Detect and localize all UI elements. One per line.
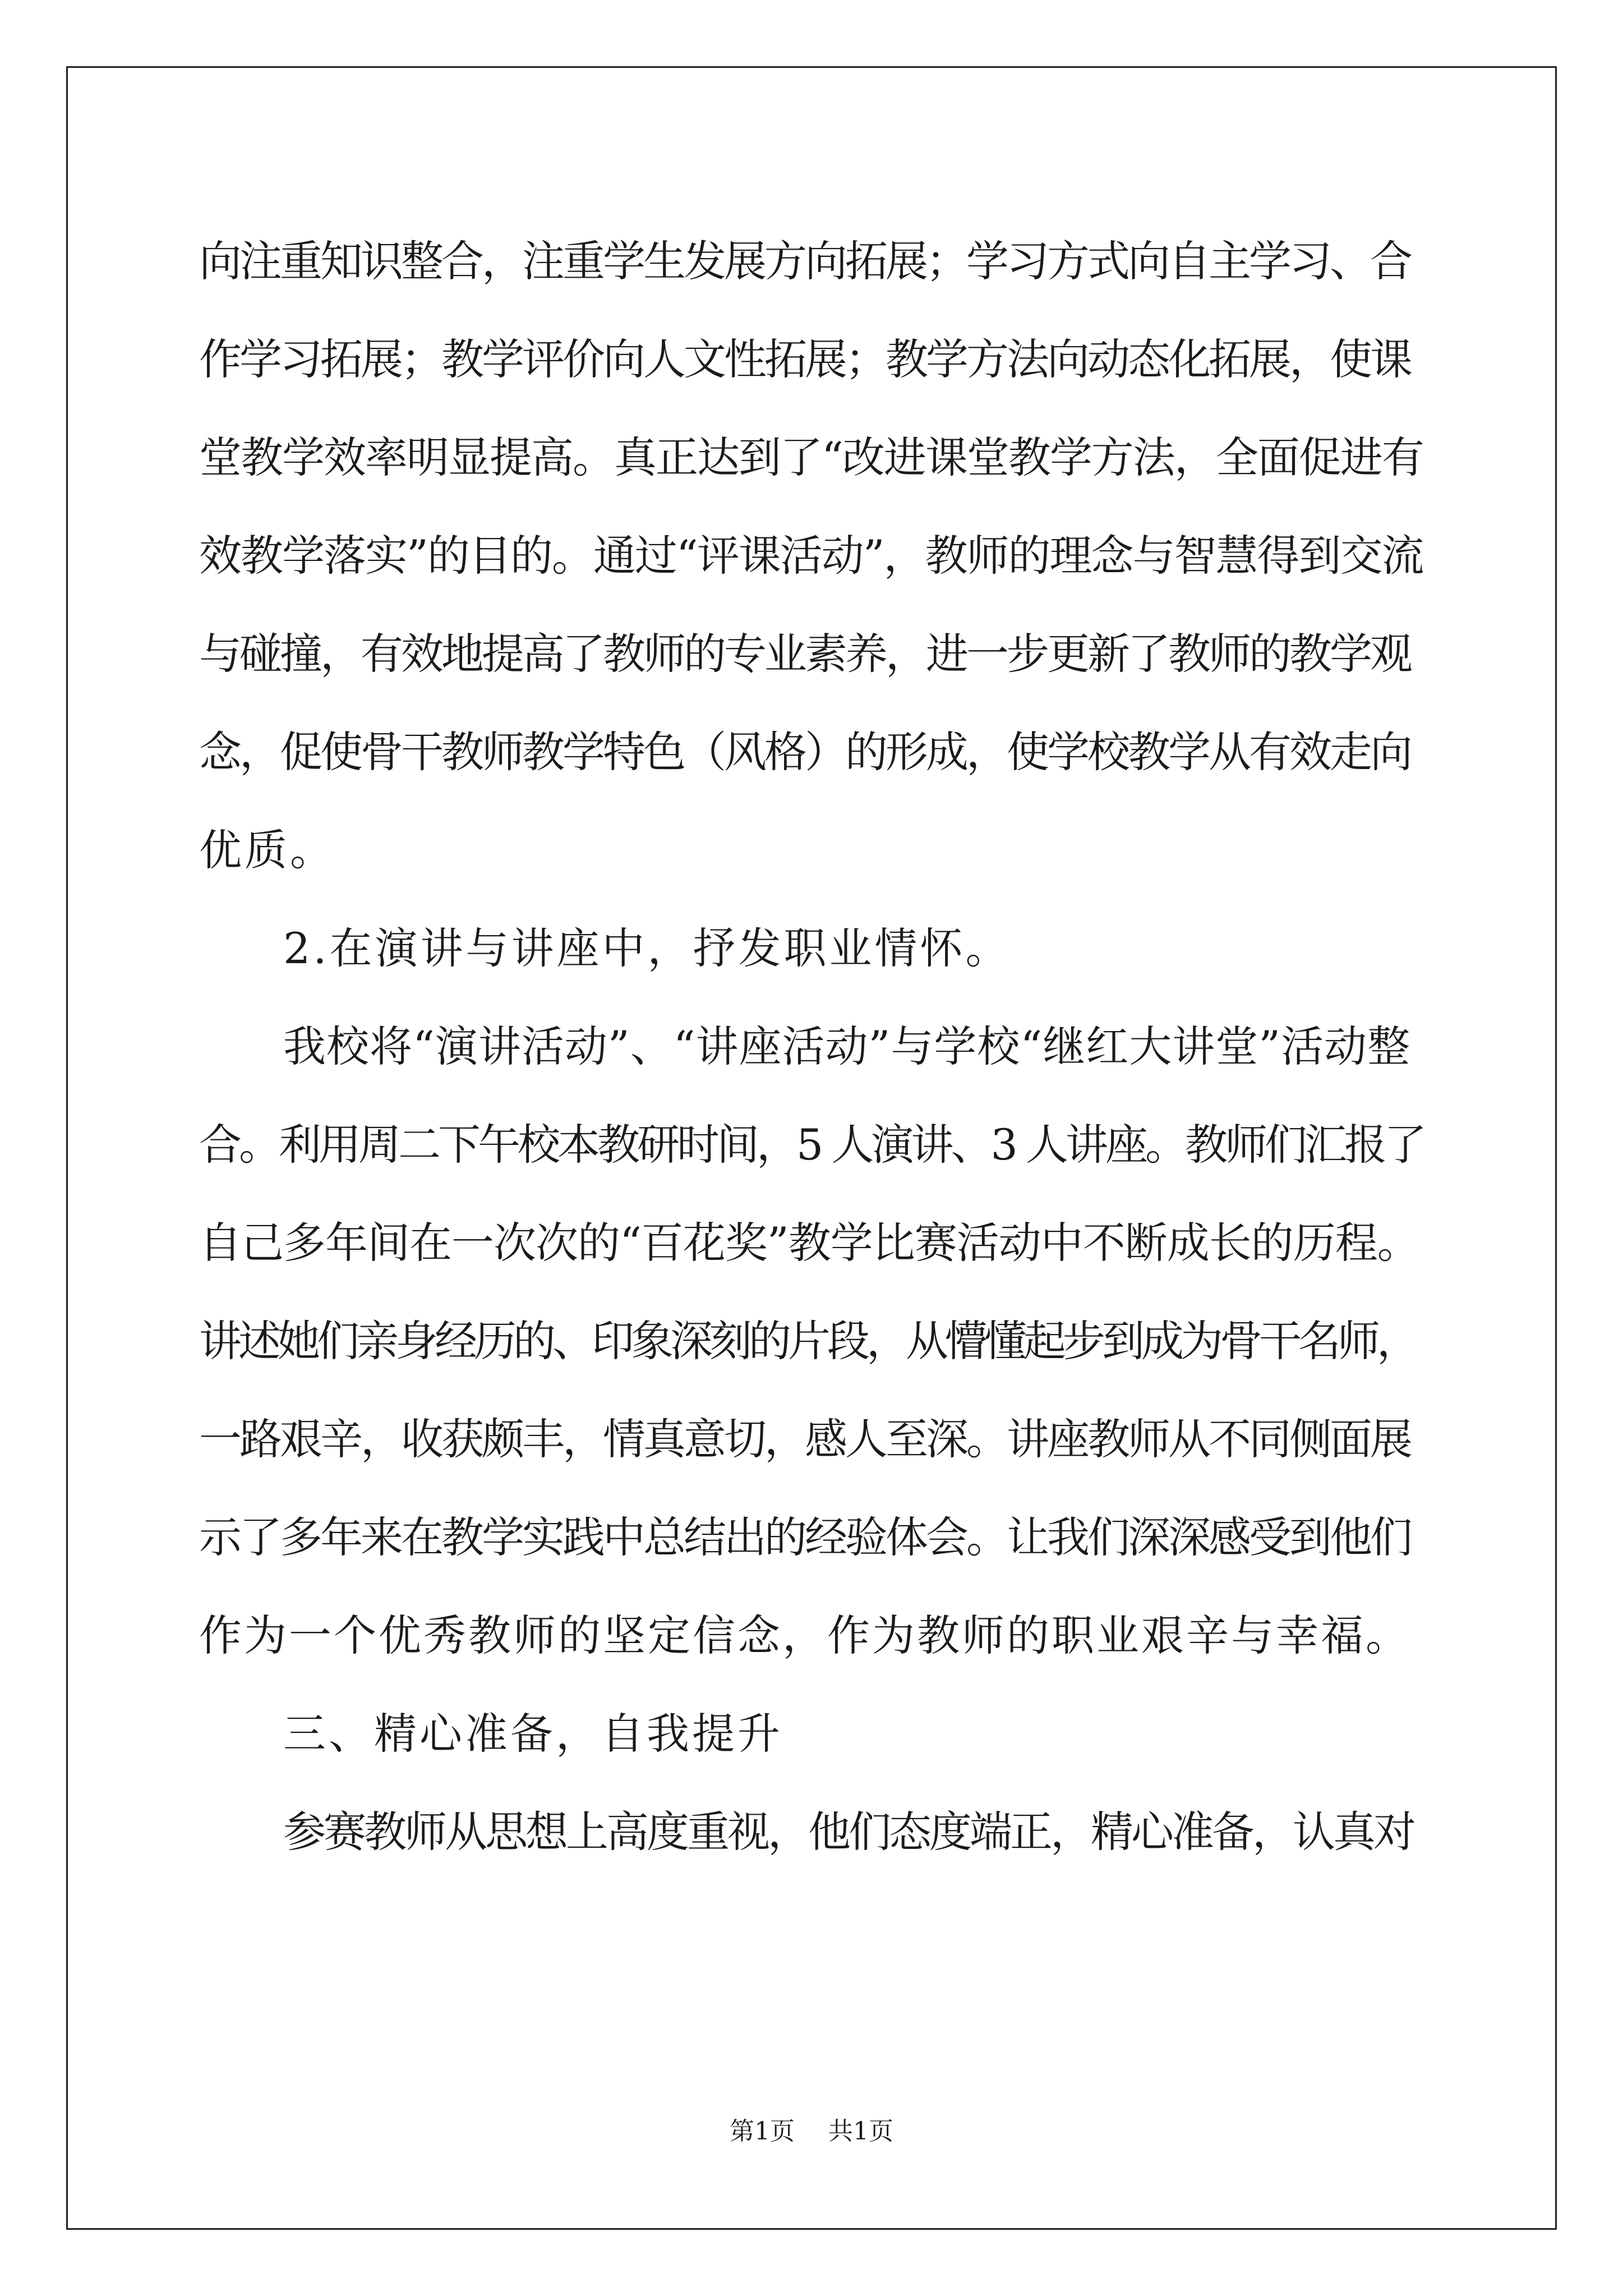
text-line: 作学习拓展；教学评价向人文性拓展；教学方法向动态化拓展，使课: [199, 334, 1410, 384]
page-footer: [0, 2115, 1623, 2148]
page-count: 共1页: [828, 2117, 893, 2146]
text-line: 念，促使骨干教师教学特色（风格）的形成，使学校教学从有效走向: [199, 727, 1410, 777]
text-line: 堂教学效率明显提高。真正达到了“改进课堂教学方法，全面促进有: [199, 432, 1423, 482]
text-line: 示了多年来在教学实践中总结出的经验体会。让我们深深感受到他们: [199, 1512, 1410, 1562]
text-line: 参赛教师从思想上高度重视，他们态度端正，精心准备，认真对: [283, 1807, 1414, 1857]
text-line: 效教学落实”的目的。通过“评课活动”，教师的理念与智慧得到交流: [199, 531, 1423, 581]
text-line: 与碰撞，有效地提高了教师的专业素养，进一步更新了教师的教学观: [199, 629, 1410, 679]
section-heading: 三、精心准备，自我提升: [283, 1709, 783, 1759]
text-line: 自己多年间在一次次的“百花奖”教学比赛活动中不断成长的历程。: [199, 1218, 1419, 1268]
section-heading: 2.在演讲与讲座中，抒发职业情怀。: [283, 923, 1011, 973]
text-line: 优质。: [199, 825, 335, 875]
text-line: 作为一个优秀教师的坚定信念，作为教师的职业艰辛与幸福。: [199, 1611, 1410, 1660]
document-body: [199, 212, 1424, 1881]
text-line: 向注重知识整合，注重学生发展方向拓展；学习方式向自主学习、合: [199, 236, 1410, 286]
text-line: 一路艰辛，收获颇丰，情真意切，感人至深。讲座教师从不同侧面展: [199, 1414, 1410, 1464]
page-number: 第1页: [730, 2117, 795, 2146]
text-line: 合。利用周二下午校本教研时间，5 人演讲、3 人讲座。教师们汇报了: [199, 1120, 1424, 1170]
text-line: 讲述她们亲身经历的、印象深刻的片段，从懵懂起步到成为骨干名师，: [199, 1316, 1416, 1366]
text-line: 我校将“演讲活动”、“讲座活动”与学校“继红大讲堂”活动整: [283, 1022, 1411, 1071]
